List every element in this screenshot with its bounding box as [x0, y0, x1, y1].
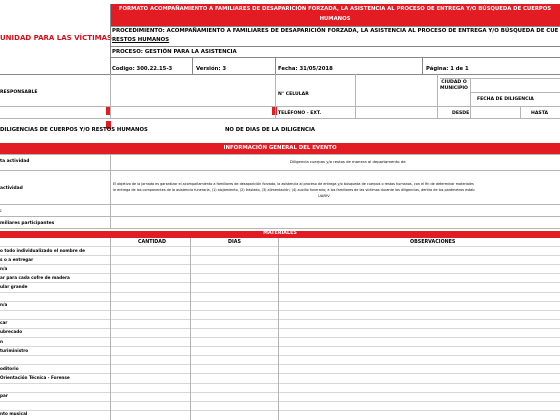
table-row-divider — [0, 383, 560, 384]
ciudad-label-line2: MUNICIPIO — [440, 86, 468, 91]
procedure-line1: PROCEDIMIENTO: ACOMPAÑAMIENTO A FAMILIARES DE DESAPARICIÓN FORZADA, LA ASISTENCIA AL PROCESO DE ENTREGA Y/O BÚSQUEDA DE CUE — [112, 28, 559, 34]
table-row-divider — [0, 264, 560, 265]
page-label: Página: 1 de 1 — [426, 66, 469, 72]
table-row-divider — [0, 401, 560, 402]
general-info-row-label: ta actividad — [0, 159, 30, 164]
diligencias-label: DILIGENCIAS DE CUERPOS Y/O RESTOS HUMANOS — [0, 127, 148, 133]
date-label: Fecha: 31/05/2018 — [278, 66, 333, 72]
material-item-label: s o a entregar — [0, 256, 34, 262]
no-dias-field[interactable] — [330, 120, 440, 140]
table-row-divider — [0, 255, 560, 256]
general-info-row1-text: Diligencia cuerpos y/o restos de manera al departamento de — [290, 159, 406, 164]
table-row-divider — [0, 301, 560, 302]
celular-field[interactable] — [355, 78, 437, 106]
table-row-divider — [0, 373, 560, 374]
ciudad-label — [440, 80, 468, 92]
general-info-row-label: : — [0, 209, 2, 214]
material-item-label: Orientación Técnica - Forense — [0, 374, 70, 380]
material-item-label: par — [0, 393, 8, 399]
material-item-label: ar para cada cofre de madera — [0, 274, 70, 280]
table-row-divider — [0, 319, 560, 320]
material-item-label: ular grande — [0, 283, 28, 289]
material-item-label: turiministro — [0, 347, 29, 353]
general-info-row2-text-line2: le entrega de los componentes de la asistencia funeraria, (1) alojamiento, (2) traslado, (3) alimentación, (4) auxilio funerario; a los familiares de las víctimas durante las diligencias, dentro de los parámetros estab — [113, 188, 475, 192]
ciudad-label-line1: CIUDAD O — [441, 80, 467, 85]
celular-label: N° CELULAR — [278, 92, 309, 97]
material-item-label: oditorio — [0, 365, 19, 371]
form-title-band — [110, 4, 560, 26]
table-row-divider — [0, 328, 560, 329]
desde-label: DESDE — [452, 111, 470, 116]
form-title-line2: HUMANOS — [319, 16, 351, 22]
telefono-field[interactable] — [355, 106, 437, 118]
general-info-row-label: miliares participantes — [0, 221, 55, 226]
table-row-divider — [0, 392, 560, 393]
version-label: Versión: 3 — [196, 66, 227, 72]
col-observaciones: OBSERVACIONES — [410, 240, 456, 245]
table-row-divider — [0, 410, 560, 411]
table-row-divider — [0, 337, 560, 338]
code-label: Codigo: 300.22.15-3 — [112, 66, 173, 72]
material-item-label: nto musical — [0, 411, 28, 417]
table-row-divider — [0, 273, 560, 274]
materials-title: MATERIALES — [263, 231, 297, 236]
table-row-divider — [0, 364, 560, 365]
no-dias-label: NO DE DIAS DE LA DILIGENCIA — [225, 127, 316, 133]
form-title-line1: FORMATO ACOMPAÑAMIENTO A FAMILIARES DE DESAPARICIÓN FORZADA, LA ASISTENCIA AL PROCESO DE ENTREGA Y/O BÚSQUEDA DE CUERPOS — [118, 6, 552, 12]
material-item-label: o todo individualizado el nombre de — [0, 247, 85, 253]
table-row-divider — [0, 292, 560, 293]
procedure-line2: RESTOS HUMANOS — [112, 37, 170, 43]
table-row-divider — [0, 346, 560, 347]
table-row-divider — [0, 355, 560, 356]
org-name: UNIDAD PARA LAS VÍCTIMAS — [0, 34, 113, 42]
telefono-label: TELÉFONO - EXT. — [278, 111, 322, 116]
general-info-row2-text-line3: UARIV — [318, 193, 330, 198]
responsable-label: RESPONSABLE — [0, 90, 38, 95]
material-item-label: n/a — [0, 302, 8, 308]
material-item-label: ubrecado — [0, 329, 23, 335]
table-row-divider — [0, 310, 560, 311]
material-item-label: n/a — [0, 265, 8, 271]
materials-header — [0, 231, 560, 238]
fecha-diligencia-label: FECHA DE DILIGENCIA — [477, 97, 534, 102]
material-item-label: car — [0, 320, 8, 326]
general-info-row2-text-line1: El objetivo de la jornada es garantizar el acompañamiento a familiares de desaparición forzada, la asistencia al proceso de entrega y/o búsqueda de cuerpos o restos humanos, con el fin de determinar materiales — [113, 182, 474, 186]
general-info-header — [0, 143, 560, 154]
responsable-field[interactable] — [110, 78, 275, 106]
process-label: PROCESO: GESTIÓN PARA LA ASISTENCIA — [112, 49, 237, 55]
material-item-label: n — [0, 338, 3, 344]
hasta-label: HASTA — [531, 111, 549, 116]
col-dias: DIAS — [228, 240, 241, 245]
col-cantidad: CANTIDAD — [138, 240, 166, 245]
table-row-divider — [0, 282, 560, 283]
general-info-row-label: actividad — [0, 186, 23, 191]
general-info-title: INFORMACIÓN GENERAL DEL EVENTO — [223, 145, 337, 151]
